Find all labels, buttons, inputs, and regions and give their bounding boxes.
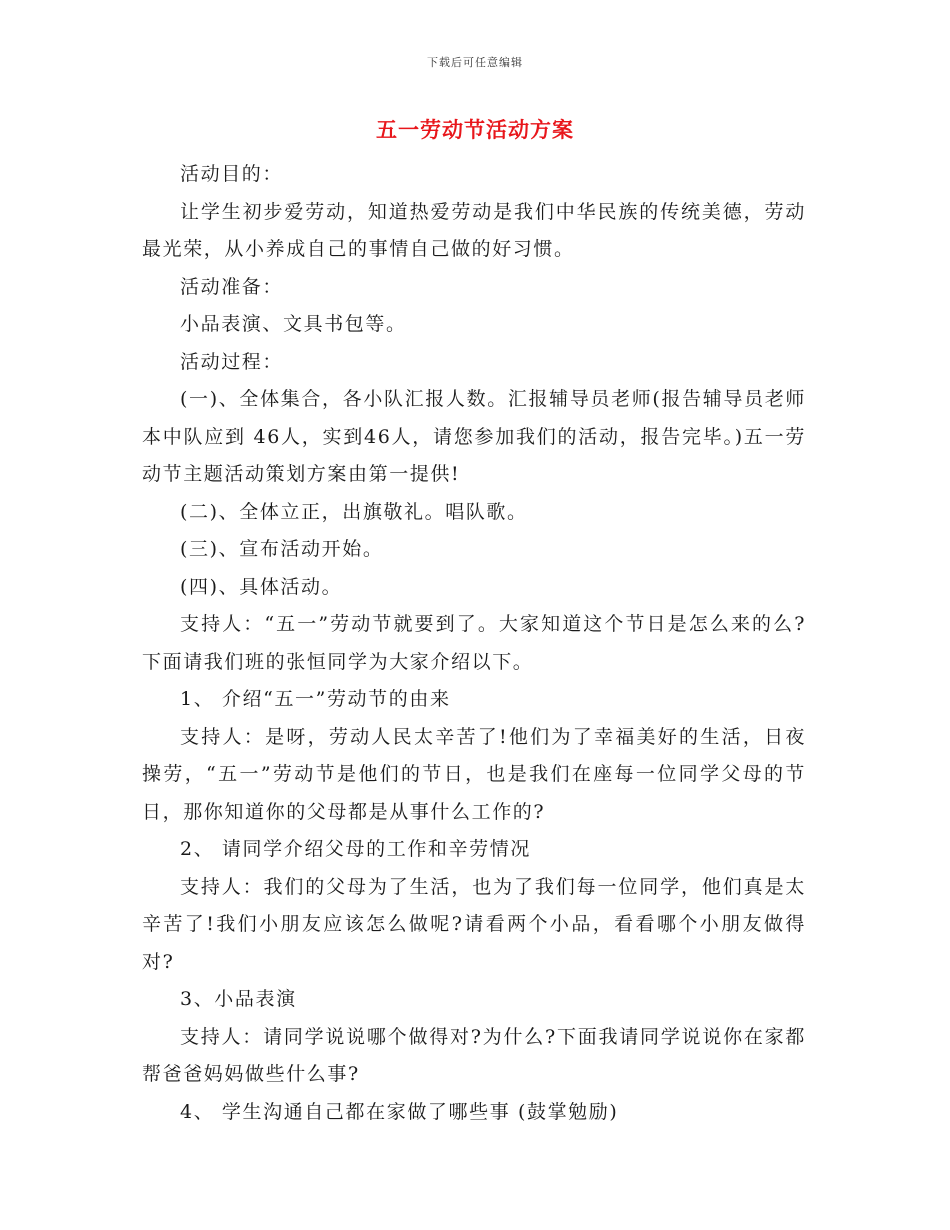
paragraph-item-1: 1、 介绍“五一”劳动节的由来	[180, 688, 451, 710]
paragraph-purpose: 让学生初步爱劳动，知道热爱劳动是我们中华民族的传统美德，劳动最光荣，从小养成自己的事情自己做的好习惯。	[142, 200, 806, 260]
paragraph-item-2: 2、 请同学介绍父母的工作和辛劳情况	[180, 838, 531, 860]
paragraph-host-4: 支持人：请同学说说哪个做得对?为什么?下面我请同学说说你在家都帮爸爸妈妈做些什么事?	[142, 1025, 806, 1085]
document-title: 五一劳动节活动方案	[376, 117, 574, 142]
paragraph-step-2: (二)、全体立正，出旗敬礼。唱队歌。	[180, 500, 528, 523]
paragraph-step-4: (四)、具体活动。	[180, 575, 343, 598]
paragraph-host-3: 支持人：我们的父母为了生活，也为了我们每一位同学，他们真是太辛苦了!我们小朋友应该怎么做呢?请看两个小品，看看哪个小朋友做得对?	[142, 875, 806, 973]
paragraph-host-2: 支持人：是呀，劳动人民太辛苦了!他们为了幸福美好的生活，日夜操劳，“五一”劳动节是他们的节日，也是我们在座每一位同学父母的节日，那你知道你的父母都是从事什么工作的?	[142, 725, 806, 823]
paragraph-item-4: 4、 学生沟通自己都在家做了哪些事 (鼓掌勉励)	[180, 1100, 619, 1123]
page-header: 下载后可任意编辑	[427, 56, 523, 69]
paragraph-process-heading: 活动过程：	[180, 350, 284, 373]
document-body	[142, 156, 806, 1131]
paragraph-purpose-heading: 活动目的：	[180, 163, 284, 185]
paragraph-step-1: (一)、全体集合，各小队汇报人数。汇报辅导员老师(报告辅导员老师本中队应到 46人，实到46人，请您参加我们的活动，报告完毕。)五一劳动节主题活动策划方案由第一提供!	[142, 388, 806, 485]
paragraph-host-1: 支持人：“五一”劳动节就要到了。大家知道这个节日是怎么来的么?下面请我们班的张恒同学为大家介绍以下。	[142, 613, 806, 673]
paragraph-step-3: (三)、宣布活动开始。	[180, 538, 384, 560]
paragraph-preparation-heading: 活动准备：	[180, 275, 284, 298]
paragraph-item-3: 3、小品表演	[180, 988, 297, 1010]
paragraph-preparation: 小品表演、文具书包等。	[180, 313, 407, 335]
